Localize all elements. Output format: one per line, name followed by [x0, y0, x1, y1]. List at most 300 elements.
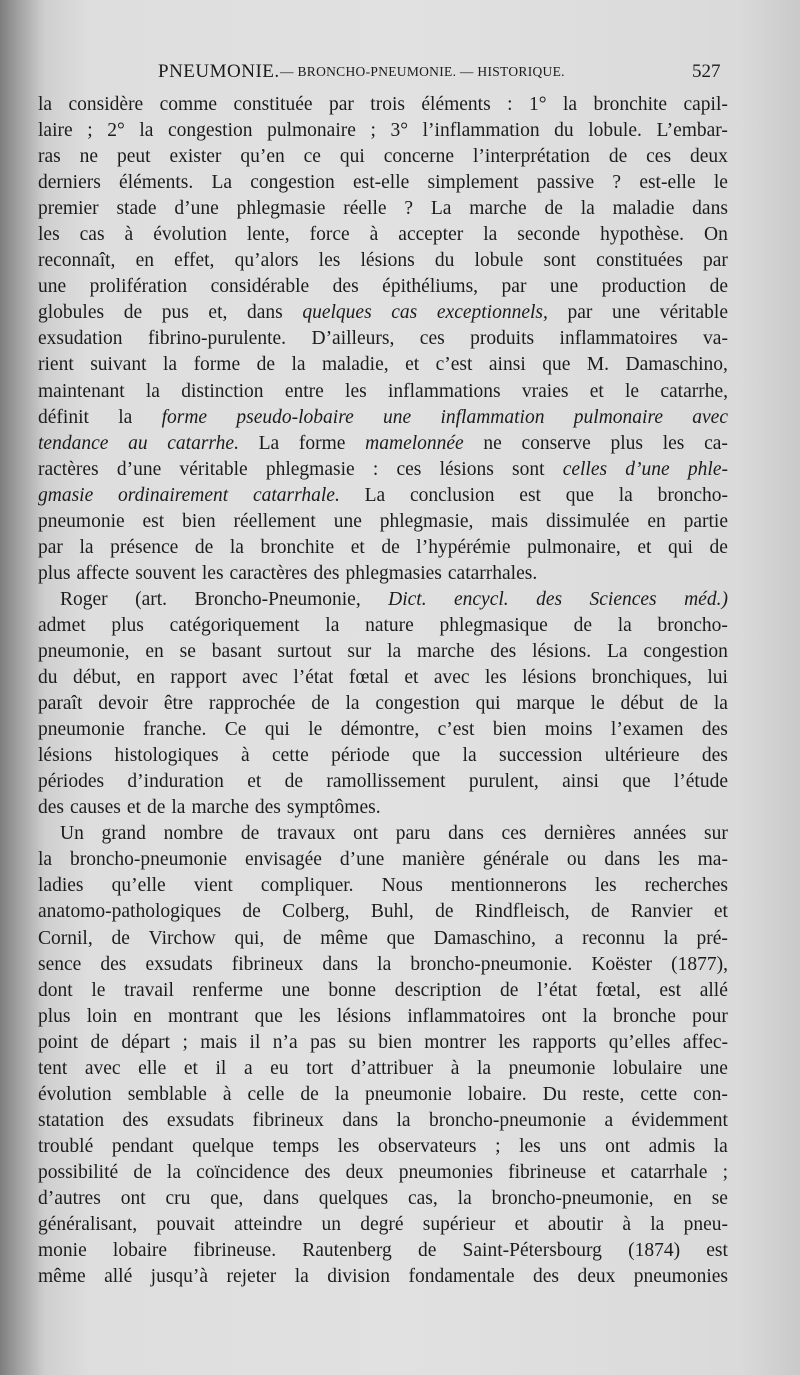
word: Sciences	[589, 588, 657, 610]
word: Cornil,	[38, 927, 93, 949]
word: description	[394, 979, 482, 1001]
word: inflammation	[440, 406, 545, 428]
word: paru	[395, 823, 431, 845]
word: ces	[501, 823, 527, 845]
word: point	[38, 1031, 79, 1053]
word: Roger	[60, 588, 108, 610]
word: grand	[101, 823, 146, 845]
word: lésions.	[532, 640, 592, 662]
word: que	[386, 927, 415, 949]
word: dans	[342, 1109, 379, 1131]
word: même	[320, 927, 368, 949]
word: la	[345, 693, 360, 715]
word: à	[369, 224, 379, 246]
word: broncho-pneumonie	[70, 849, 228, 871]
word: de	[283, 927, 302, 949]
word: Damaschino,	[433, 927, 536, 949]
word: effet,	[174, 250, 215, 272]
word: Du	[542, 1083, 567, 1105]
word: La	[606, 640, 628, 662]
word: dans	[692, 198, 728, 220]
word: la	[145, 380, 160, 402]
word: il	[215, 1057, 227, 1079]
word: ractères	[38, 458, 99, 480]
word: et	[350, 536, 365, 558]
word: broncho-pneumonie	[428, 1109, 587, 1131]
word: présence	[110, 536, 179, 558]
word: ?	[404, 198, 414, 220]
text-line	[38, 639, 728, 665]
word: à	[124, 224, 134, 246]
word: (art.	[135, 588, 168, 610]
word: M.	[586, 354, 610, 376]
word: ces	[396, 458, 422, 480]
word: début,	[72, 667, 122, 689]
text-line	[38, 118, 728, 144]
word: production	[601, 276, 687, 298]
word: ladies	[38, 875, 84, 897]
word: avec	[433, 667, 470, 689]
word: l’examen	[610, 719, 684, 741]
word: derniers	[38, 172, 101, 194]
word: les	[337, 1135, 360, 1157]
word: même	[38, 1266, 86, 1288]
word: histologiques	[114, 745, 219, 767]
word: générale	[482, 849, 549, 871]
word: Rindfleisch,	[474, 901, 570, 923]
word: fibrino-purulente.	[147, 328, 287, 350]
word: pas	[310, 1031, 337, 1053]
word: ;	[182, 1031, 188, 1053]
word: qui,	[234, 927, 265, 949]
word: La	[430, 198, 452, 220]
word: stade	[116, 198, 157, 220]
word: a	[554, 927, 564, 949]
word: mais	[200, 1031, 238, 1053]
text-line	[38, 899, 728, 925]
text-line	[38, 1134, 728, 1160]
word: ces	[646, 146, 672, 168]
text-line	[38, 222, 728, 248]
word: cette	[640, 1083, 678, 1105]
word: possibilité	[38, 1161, 119, 1183]
word: la	[325, 614, 340, 636]
word: la	[334, 1083, 349, 1105]
word: réellement	[233, 510, 316, 532]
word: de	[111, 927, 130, 949]
word: être	[163, 693, 194, 715]
word: la	[713, 693, 728, 715]
word: hypothèse.	[600, 224, 685, 246]
word: cas,	[408, 1187, 438, 1209]
word: causes	[70, 797, 121, 819]
word: maintenant	[38, 380, 125, 402]
word: pulmonaire,	[527, 536, 621, 558]
word: fibrineuse	[508, 1161, 587, 1183]
word: fœtal	[348, 667, 389, 689]
word: marche	[417, 640, 475, 662]
word: maladie,	[322, 354, 389, 376]
text-line	[38, 952, 728, 978]
word: épithéliums,	[382, 276, 479, 298]
word: la	[38, 849, 53, 871]
word: l’état	[293, 667, 334, 689]
word: plus	[38, 1005, 71, 1027]
text-line	[38, 352, 728, 378]
word: des	[332, 276, 359, 298]
word: troublé	[38, 1135, 94, 1157]
word: La	[211, 172, 233, 194]
word: que	[542, 354, 571, 376]
word: va-	[703, 328, 728, 350]
word: dont	[38, 979, 73, 1001]
word: dans	[246, 302, 283, 324]
word: quelque	[192, 1135, 254, 1157]
word: dans	[604, 849, 641, 871]
word: les	[519, 1135, 541, 1157]
word: 3°	[390, 120, 409, 142]
word: par	[38, 536, 63, 558]
word: sur	[347, 640, 372, 662]
word: de	[608, 146, 628, 168]
word: devoir	[98, 693, 149, 715]
text-line	[38, 1186, 728, 1212]
word: D’ailleurs,	[311, 328, 395, 350]
word: considère	[68, 94, 144, 115]
word: distinction	[181, 380, 264, 402]
word: symptômes.	[286, 797, 381, 819]
word: d’attribuer	[350, 1057, 434, 1079]
word: l’état	[537, 979, 578, 1001]
word: avec	[692, 406, 728, 428]
text-line	[38, 1264, 728, 1290]
word: de	[573, 614, 592, 636]
word: deux	[689, 146, 728, 168]
text-line	[38, 1030, 728, 1056]
word: au	[128, 432, 148, 454]
word: pour	[692, 1005, 728, 1027]
word: 1°	[528, 94, 547, 115]
word: rejeter	[226, 1266, 277, 1288]
text-line	[38, 1160, 728, 1186]
word: est	[706, 1240, 728, 1262]
word: qu’elles	[608, 1031, 671, 1053]
word: et	[247, 771, 262, 793]
word: en	[136, 667, 155, 689]
word: bronchiques,	[591, 667, 692, 689]
word: inflammatoires	[407, 1005, 526, 1027]
word: prolifération	[89, 276, 188, 298]
word: eu	[270, 1057, 289, 1079]
word: la	[139, 120, 154, 142]
word: est	[142, 510, 165, 532]
word: premier	[38, 198, 99, 220]
word: les	[299, 1005, 321, 1027]
word: Ranvier	[630, 901, 693, 923]
word: c’est	[435, 354, 473, 376]
word: en	[135, 250, 154, 272]
word: pré-	[696, 927, 728, 949]
word: comme	[159, 94, 218, 115]
word: une	[38, 276, 67, 298]
text-line	[38, 509, 728, 535]
word: la	[377, 953, 392, 975]
word: purulent,	[468, 771, 539, 793]
word: degré	[360, 1214, 404, 1236]
word: pulmonaire	[267, 120, 356, 142]
word: le	[625, 380, 640, 402]
word: bronchite	[260, 536, 335, 558]
word: pneumonies	[398, 1161, 493, 1183]
word: l’étude	[673, 771, 728, 793]
word: de	[90, 1031, 109, 1053]
word: de	[679, 693, 699, 715]
word: de	[435, 901, 454, 923]
word: catarrhale	[630, 1161, 708, 1183]
word: division	[327, 1266, 391, 1288]
word: entre	[284, 380, 324, 402]
word: fibrineux	[231, 953, 304, 975]
word: évolution	[38, 1083, 112, 1105]
word: il	[249, 1031, 261, 1053]
word: dissimulée	[546, 510, 630, 532]
text-line	[38, 431, 728, 457]
word: cette	[271, 745, 309, 767]
word: fibrineux	[252, 1109, 324, 1131]
word: partie	[683, 510, 728, 532]
word: congestion	[375, 693, 460, 715]
word: pus	[161, 302, 189, 324]
word: catégoriquement	[169, 614, 300, 636]
word: marche	[469, 198, 527, 220]
word: ou	[566, 849, 587, 871]
word: le	[308, 719, 323, 741]
word: franche.	[143, 719, 207, 741]
word: L’embar-	[656, 120, 728, 142]
word: simplement	[427, 172, 519, 194]
text-line	[38, 379, 728, 405]
word: ca-	[704, 432, 728, 454]
text-line	[38, 1056, 728, 1082]
word: est	[659, 979, 682, 1001]
text-line	[38, 821, 728, 847]
word: la	[171, 797, 186, 819]
word: la	[291, 354, 306, 376]
word: congestion	[643, 640, 728, 662]
word: :	[507, 94, 513, 115]
word: que,	[210, 1187, 244, 1209]
word: et	[601, 1161, 616, 1183]
word: que	[622, 771, 651, 793]
word: ne	[79, 146, 99, 168]
word: de	[709, 276, 728, 298]
word: et	[404, 667, 419, 689]
text-line	[38, 300, 728, 326]
word: affecte	[76, 562, 130, 584]
word: pneumonie	[38, 510, 125, 532]
word: la	[663, 927, 678, 949]
word: pouvait	[156, 1214, 215, 1236]
word: d’une	[116, 458, 162, 480]
word: bien	[378, 1031, 412, 1053]
word: conserve	[521, 432, 591, 454]
word: reconnaît,	[38, 250, 116, 272]
running-subtitle: — BRONCHO-PNEUMONIE. — HISTORIQUE.	[280, 64, 565, 79]
word: sont	[543, 250, 576, 272]
word: envisagée	[245, 849, 322, 871]
word: années	[633, 823, 687, 845]
word: lésions	[38, 745, 93, 767]
word: seconde	[517, 224, 581, 246]
word: La	[258, 432, 280, 454]
word: les	[485, 667, 507, 689]
text-line	[38, 170, 728, 196]
word: pneu-	[683, 1214, 728, 1236]
word: renferme	[192, 979, 263, 1001]
word: phlegmasies	[345, 562, 442, 584]
word: quelques	[318, 1187, 389, 1209]
word: de	[146, 797, 166, 819]
text-line	[38, 405, 728, 431]
word: pendant	[111, 1135, 174, 1157]
word: la	[617, 614, 632, 636]
word: statation	[38, 1109, 105, 1131]
word: bronchite	[593, 94, 668, 115]
word: la	[650, 1214, 665, 1236]
word: pseudo-lobaire	[236, 406, 354, 428]
word: ne	[483, 432, 502, 454]
text-line	[38, 1238, 728, 1264]
word: de	[240, 823, 260, 845]
word: plus	[111, 614, 144, 636]
word: de	[590, 901, 610, 923]
word: ;	[370, 120, 376, 142]
word: rapprochée	[208, 693, 296, 715]
word: phle-	[687, 458, 728, 480]
word: et	[514, 1214, 529, 1236]
word: la	[457, 1187, 472, 1209]
word: la	[483, 224, 498, 246]
word: que	[412, 745, 441, 767]
word: exister	[169, 146, 222, 168]
page-number: 527	[692, 61, 721, 82]
word: fœtal,	[595, 979, 641, 1001]
word: ;	[722, 1161, 728, 1183]
word: fibrineuse.	[193, 1240, 277, 1262]
text-line	[38, 613, 728, 639]
text-line	[38, 691, 728, 717]
word: réelle	[343, 198, 387, 220]
word: des	[313, 562, 340, 584]
word: tendance	[38, 432, 109, 454]
word: Rautenberg	[302, 1240, 392, 1262]
word: en	[133, 1005, 152, 1027]
text-line	[38, 274, 728, 300]
word: les	[594, 875, 617, 897]
word: de	[194, 536, 214, 558]
word: suivant	[90, 354, 147, 376]
word: ainsi	[562, 771, 599, 793]
word: marche	[191, 797, 249, 819]
word: ma-	[697, 849, 728, 871]
word: qui	[264, 719, 290, 741]
word: évidemment	[631, 1109, 728, 1131]
word: Virchow	[148, 927, 216, 949]
word: bien	[182, 510, 216, 532]
word: constituée	[233, 94, 313, 115]
word: jusqu’à	[150, 1266, 209, 1288]
word: broncho-	[657, 484, 728, 506]
word: les	[345, 380, 367, 402]
word: concerne	[383, 146, 455, 168]
word: la	[38, 94, 53, 115]
word: éléments.	[119, 172, 194, 194]
word: maladie	[612, 198, 675, 220]
word: plus	[610, 432, 644, 454]
word: travaux	[276, 823, 336, 845]
word: démontre,	[340, 719, 420, 741]
word: travail	[124, 979, 174, 1001]
word: globules	[38, 302, 105, 324]
word: inflammations	[387, 380, 501, 402]
word: lente,	[246, 224, 290, 246]
word: l’hypérémie	[416, 536, 511, 558]
word: des	[490, 640, 517, 662]
text-line	[38, 483, 728, 509]
word: plus	[38, 562, 71, 584]
word: Damaschino,	[625, 354, 728, 376]
word: Colberg,	[282, 901, 350, 923]
word: recherches	[644, 875, 728, 897]
word: qu’elle	[111, 875, 166, 897]
word: la	[713, 1135, 728, 1157]
word: l’interprétation	[472, 146, 590, 168]
word: temps	[272, 1135, 320, 1157]
word: ont	[120, 1187, 146, 1209]
text-line	[38, 1004, 728, 1030]
word: par	[501, 276, 527, 298]
word: gmasie	[38, 484, 94, 506]
word: de	[381, 536, 400, 558]
word: pulmonaire	[573, 406, 663, 428]
word: force	[309, 224, 350, 246]
word: une	[699, 1057, 728, 1079]
word: une	[383, 406, 412, 428]
word: passive	[536, 172, 595, 194]
word: reconnu	[582, 927, 645, 949]
text-line	[38, 535, 728, 561]
word: affec-	[682, 1031, 728, 1053]
word: qui	[475, 693, 501, 715]
text-line	[38, 743, 728, 769]
text-line	[38, 1108, 728, 1134]
word: observateurs	[377, 1135, 477, 1157]
word: ras	[38, 146, 61, 168]
word: Buhl,	[370, 901, 414, 923]
word: avec	[84, 1057, 121, 1079]
word: vraies	[521, 380, 569, 402]
word: début	[620, 693, 664, 715]
word: la	[562, 94, 578, 115]
word: une	[612, 302, 641, 324]
word: de	[123, 302, 143, 324]
word: ;	[87, 120, 93, 142]
word: de	[242, 901, 261, 923]
word: du	[434, 250, 455, 272]
word: évolution	[153, 224, 227, 246]
word: ;	[495, 1135, 501, 1157]
running-header	[0, 61, 800, 87]
